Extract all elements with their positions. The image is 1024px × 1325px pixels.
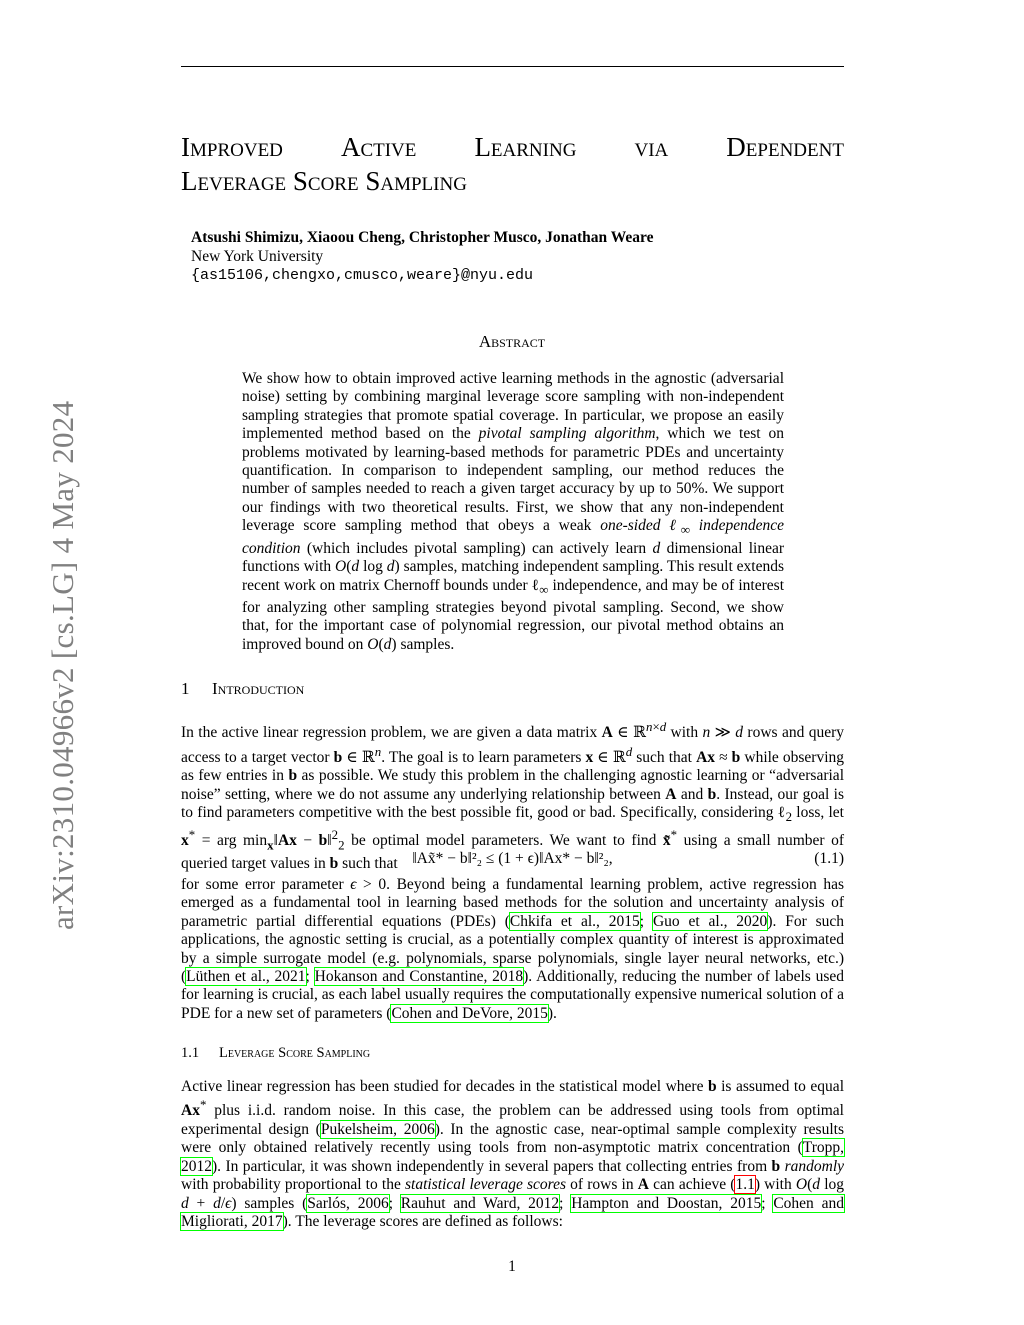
citation-link[interactable]: Hokanson and Constantine, 2018 (314, 968, 524, 986)
citation-link[interactable]: Tropp, 2012 (181, 1139, 844, 1175)
abstract-heading: Abstract (478, 332, 546, 351)
paper-title (181, 130, 844, 198)
equation-ref-link[interactable]: 1.1 (735, 1176, 755, 1194)
abstract-text: We show how to obtain improved active learning methods in the agnostic (adversarial noise) setting by combining marginal leverage score sampling with non-independent sampling strategies that promote spatial coverage. In particular, we propose an easily implemented method based on the pivotal sampling algorithm, which we test on problems motivated by learning-based methods for parametric PDEs and uncertainty quantification. In comparison to independent sampling, our method reduces the number of samples needed to reach a given target accuracy by up to 50%. We support our findings with two theoretical results. First, we show that any non-independent leverage score sampling method that obeys a weak one-sided ℓ$_\infty$ independence condition (which includes pivotal sampling) can actively learn d dimensional linear functions with O(d log d) samples, matching independent sampling. This result extends recent work on matrix Chernoff bounds under ℓ$_\infty$ independence, and may be of interest for analyzing other sampling strategies beyond pivotal sampling. Second, we show that, for the important case of polynomial regression, our pivotal method obtains an improved bound on O(d) samples. (242, 370, 785, 653)
section-number: 1 (181, 679, 190, 698)
section-title: Introduction (212, 679, 305, 698)
title-word: Learning (474, 132, 577, 162)
author-block (191, 228, 654, 285)
author-names: Atsushi Shimizu, Xiaoou Cheng, Christopher Musco, Jonathan Weare (191, 229, 654, 246)
citation-link[interactable]: Hampton and Doostan, 2015 (571, 1194, 762, 1212)
citation-link[interactable]: Cohen and DeVore, 2015 (391, 1004, 548, 1022)
title-line-2: Leverage Score Sampling (181, 166, 467, 196)
title-word: via (634, 132, 669, 162)
equation-expression: ‖Ax̃* − b‖²₂ ≤ (1 + ϵ)‖Ax* − b‖²₂, (412, 850, 613, 867)
citation-link[interactable]: Chkifa et al., 2015 (509, 912, 640, 930)
citation-link[interactable]: Lüthen et al., 2021 (186, 968, 306, 986)
title-word: Dependent (726, 132, 844, 162)
arxiv-stamp: arXiv:2310.04966v2 [cs.LG] 4 May 2024 (45, 400, 80, 930)
header-rule (181, 66, 844, 67)
intro-paragraph-2: for some error parameter ϵ > 0. Beyond being a fundamental learning problem, active regression has emerged as a fundamental tool in learning based methods for the solution and uncertainty analysis of parametric partial differential equations (PDEs) (Chkifa et al., 2015; Guo et al., 2020). For such applications, the agnostic setting is crucial, as a potentially complex quantity of interest is approximated by a simple surrogate model (e.g. polynomials, sparse polynomials, single layer neural networks, etc.) (Lüthen et al., 2021; Hokanson and Constantine, 2018). Additionally, reducing the number of labels used for learning is crucial, as each label usually requires the computationally expensive numerical solution of a PDE for a new set of parameters (Cohen and DeVore, 2015). (181, 876, 844, 1022)
title-line-1 (181, 130, 844, 164)
title-word: Improved (181, 132, 283, 162)
citation-link[interactable]: Pukelsheim, 2006 (320, 1120, 435, 1138)
leverage-paragraph: Active linear regression has been studied for decades in the statistical model where b is assumed to equal Ax* plus i.i.d. random noise. In this case, the problem can be addressed using tools from optimal experimental design (Pukelsheim, 2006). In the agnostic case, near-optimal sample complexity results were only obtained relatively recently using tools from non-asymptotic matrix concentration (Tropp, 2012). In particular, it was shown independently in several papers that collecting entries from b randomly with probability proportional to the statistical leverage scores of rows in A can achieve (1.1) with O(d log d + d/ϵ) samples (Sarlós, 2006; Rauhut and Ward, 2012; Hampton and Doostan, 2015; Cohen and Migliorati, 2017). The leverage scores are defined as follows: (181, 1078, 845, 1230)
section-heading-introduction (181, 679, 304, 699)
citation-link[interactable]: Cohen and Migliorati, 2017 (181, 1194, 844, 1230)
citation-link[interactable]: Sarlós, 2006 (307, 1194, 389, 1212)
title-word: Active (340, 132, 417, 162)
citation-link[interactable]: Guo et al., 2020 (652, 912, 768, 930)
subsection-heading-leverage (181, 1045, 370, 1062)
affiliation: New York University (191, 248, 324, 265)
citation-link[interactable]: Rauhut and Ward, 2012 (400, 1194, 560, 1212)
equation-number: (1.1) (814, 850, 844, 867)
equation-1-1 (181, 850, 844, 870)
page-number: 1 (508, 1258, 516, 1275)
intro-paragraph-1: In the active linear regression problem, we are given a data matrix A ∈ ℝ$^{n\times d}$ with n ≫ d rows and query access to a target vector b ∈ ℝ$^n$. The goal is to learn parameters x ∈ ℝ$^d$ such that Ax ≈ b while observing as few entries in b as possible. We study this problem in the challenging agnostic learning or “adversarial noise” setting, where we do not assume any underlying relationship between A and b. Instead, our goal is to find parameters competitive with the best possible fit, good or bad. Specifically, considering ℓ$_2$ loss, let x* = arg $\min_x‖Ax$ − b‖$^2_2$ be optimal model parameters. We want to find x̃* using a small number of queried target values in b such that (181, 719, 845, 873)
subsection-title: Leverage Score Sampling (219, 1045, 371, 1061)
author-emails: {as15106,chengxo,cmusco,weare}@nyu.edu (191, 267, 534, 284)
subsection-number: 1.1 (181, 1045, 200, 1061)
